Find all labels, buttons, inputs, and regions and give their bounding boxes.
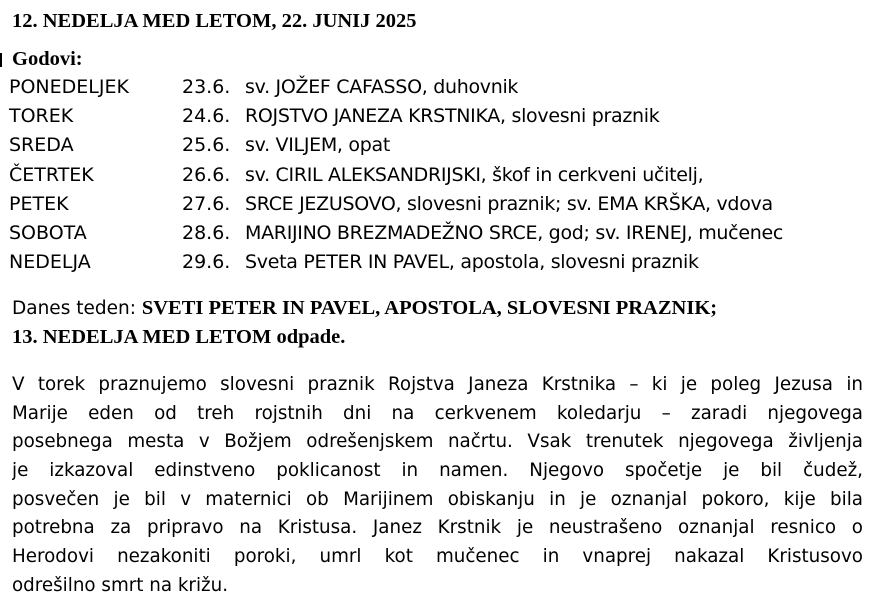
feast-row bbox=[9, 73, 887, 102]
feast-row bbox=[9, 102, 887, 131]
feast-row bbox=[9, 161, 887, 190]
feast-row bbox=[9, 190, 887, 219]
page-title: 12. NEDELJA MED LETOM, 22. JUNIJ 2025 bbox=[12, 10, 417, 32]
feast-date: 23.6. bbox=[182, 76, 231, 98]
paragraph-line: je izkazoval edinstveno poklicanost in namen. Njegovo spočetje je bil čudež, bbox=[12, 460, 863, 482]
paragraph-line: odrešilno smrt na križu. bbox=[12, 574, 229, 596]
feast-date: 24.6. bbox=[182, 105, 231, 128]
paragraph-line: posebnega mesta v Božjem odrešenjskem načrtu. Vsak trenutek njegovega življenja bbox=[12, 431, 863, 453]
feast-date: 26.6. bbox=[182, 163, 231, 186]
feast-row bbox=[9, 131, 887, 160]
feast-row bbox=[9, 219, 887, 248]
margin-mark bbox=[0, 53, 2, 67]
paragraph-line: posvečen je bil v maternici ob Marijinem obiskanju in je oznanjal pokoro, kije bila bbox=[12, 488, 863, 510]
feast-weekday: NEDELJA bbox=[9, 251, 91, 274]
next-week-cancelled: 13. NEDELJA MED LETOM odpade. bbox=[12, 326, 346, 348]
feast-name: sv. VILJEM, opat bbox=[245, 134, 390, 157]
feast-weekday: PETEK bbox=[9, 192, 69, 215]
feast-name: ROJSTVO JANEZA KRSTNIKA, slovesni praznik bbox=[245, 105, 660, 128]
feast-days-list bbox=[9, 73, 887, 277]
next-week-notice bbox=[12, 294, 882, 352]
feast-name: MARIJINO BREZMADEŽNO SRCE, god; sv. IRENEJ, mučenec bbox=[245, 221, 783, 244]
feast-weekday: ČETRTEK bbox=[9, 163, 94, 186]
feast-weekday: PONEDELJEK bbox=[9, 76, 129, 98]
feast-name: Sveta PETER IN PAVEL, apostola, slovesni praznik bbox=[245, 251, 699, 274]
paragraph-line: potrebna za pripravo na Kristusa. Janez Krstnik je neustrašeno oznanjal resnico o bbox=[12, 517, 863, 539]
next-week-prefix: Danes teden: bbox=[12, 298, 142, 319]
feast-date: 29.6. bbox=[182, 251, 231, 274]
feast-name: sv. CIRIL ALEKSANDRIJSKI, škof in cerkveni učitelj, bbox=[245, 163, 704, 186]
feast-weekday: SREDA bbox=[9, 134, 74, 157]
paragraph-line: Marije eden od treh rojstnih dni na cerkvenem koledarju – zaradi njegovega bbox=[12, 402, 863, 424]
feast-date: 25.6. bbox=[182, 134, 231, 157]
feast-name: SRCE JEZUSOVO, slovesni praznik; sv. EMA KRŠKA, vdova bbox=[245, 192, 773, 215]
paragraph-line: Herodovi nezakoniti poroki, umrl kot mučenec in vnaprej nakazal Kristusovo bbox=[12, 546, 863, 568]
next-week-feast: SVETI PETER IN PAVEL, APOSTOLA, SLOVESNI PRAZNIK; bbox=[141, 297, 718, 319]
feast-weekday: TOREK bbox=[9, 105, 74, 128]
feast-weekday: SOBOTA bbox=[9, 221, 87, 244]
paragraph-line: V torek praznujemo slovesni praznik Rojstva Janeza Krstnika – ki je poleg Jezusa in bbox=[12, 374, 863, 395]
feast-date: 28.6. bbox=[182, 221, 231, 244]
feast-date: 27.6. bbox=[182, 192, 231, 215]
feast-days-heading: Godovi: bbox=[12, 48, 83, 70]
body-paragraph bbox=[12, 371, 863, 601]
feast-row bbox=[9, 248, 887, 277]
next-week-line bbox=[12, 294, 882, 323]
feast-name: sv. JOŽEF CAFASSO, duhovnik bbox=[245, 76, 519, 98]
